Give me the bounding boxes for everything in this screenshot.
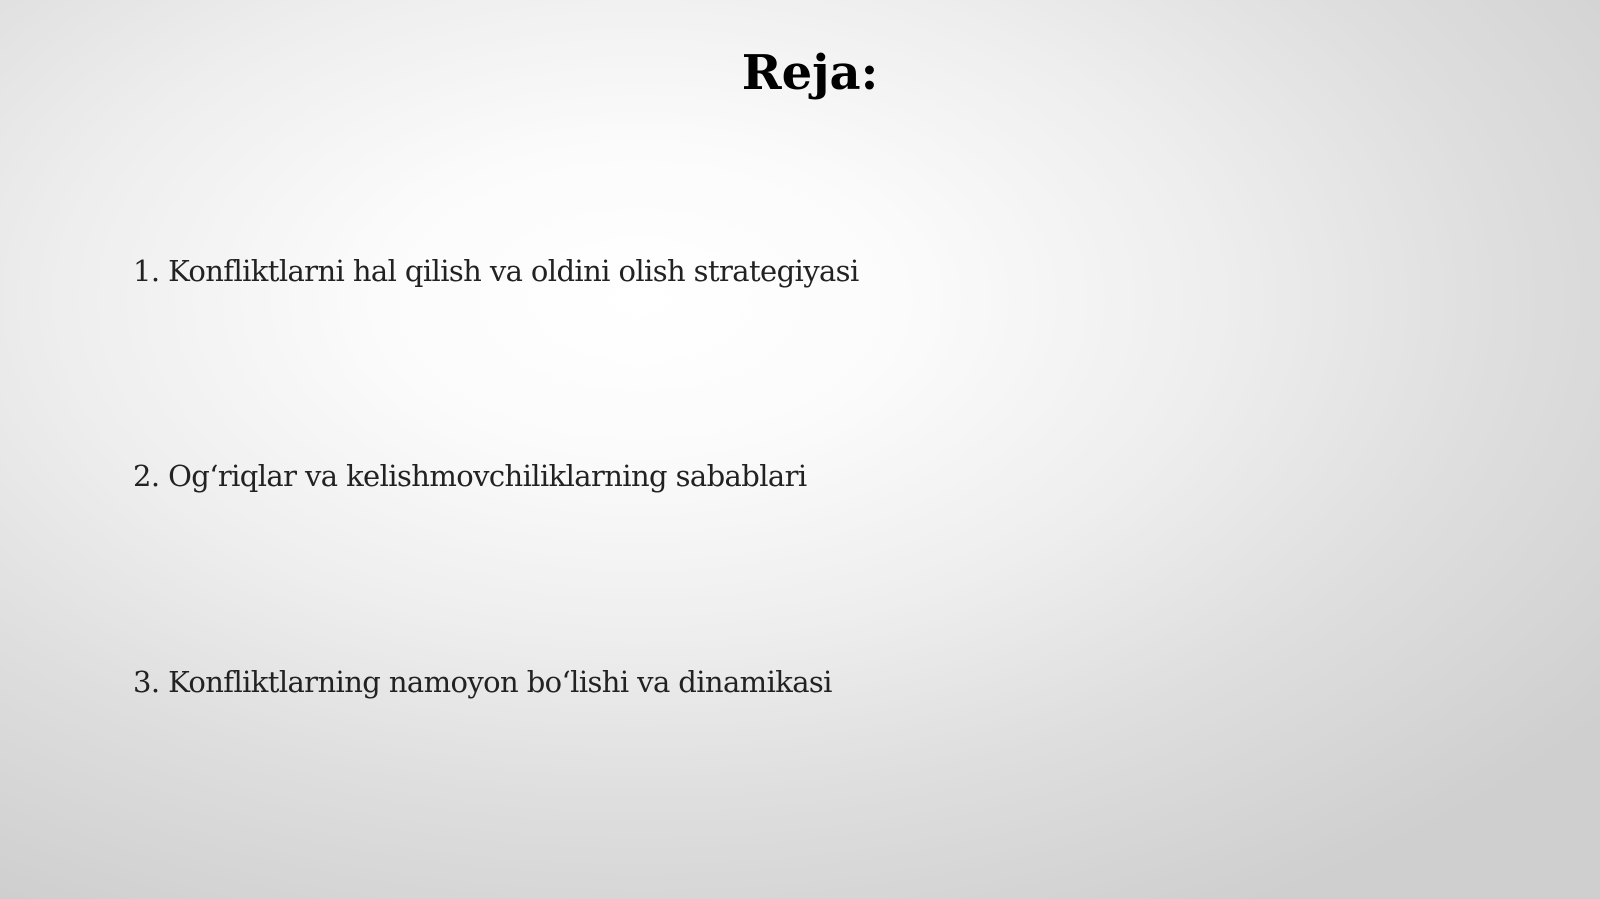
list-item: 2. Og‘riqlar va kelishmovchiliklarning sabablari — [133, 459, 807, 493]
list-item: 3. Konfliktlarning namoyon bo‘lishi va dinamikasi — [133, 665, 832, 699]
list-item: 1. Konfliktlarni hal qilish va oldini olish strategiyasi — [133, 254, 859, 288]
slide-title: Reja: — [741, 45, 879, 101]
